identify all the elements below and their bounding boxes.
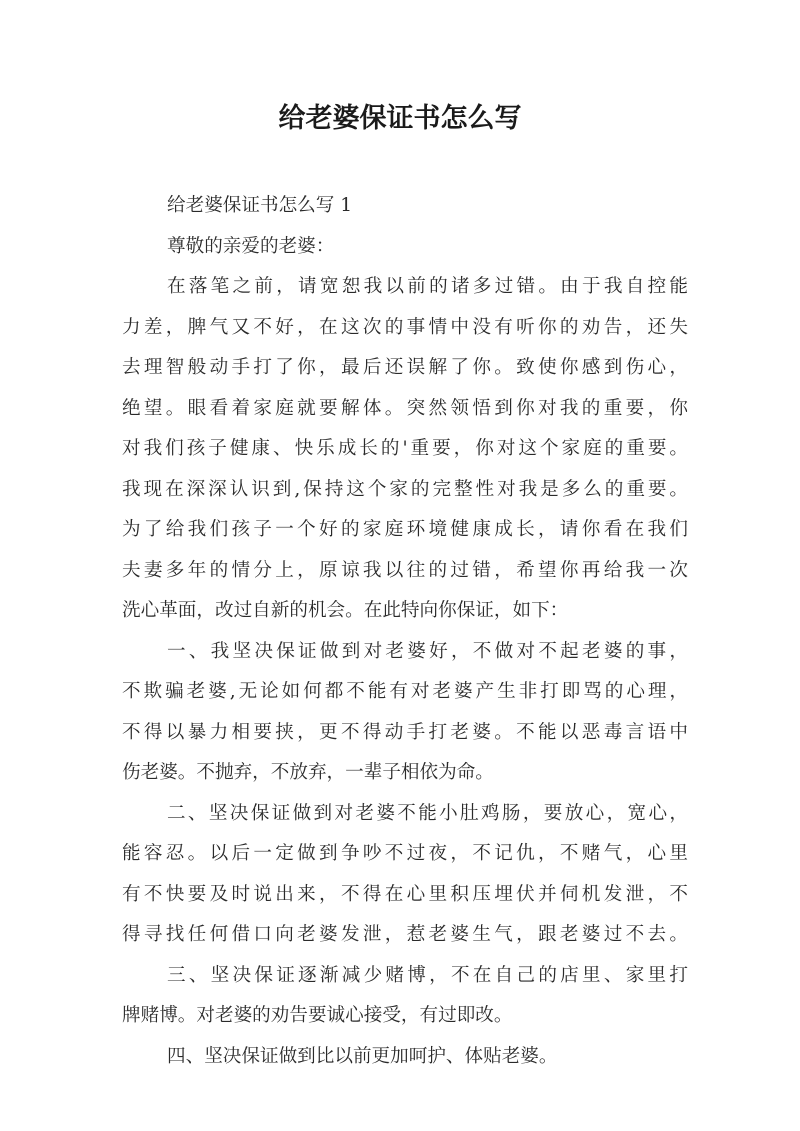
paragraph-line: 为了给我们孩子一个好的家庭环境健康成长，请你看在我们: [122, 519, 688, 540]
paragraph-line: 力差，脾气又不好，在这次的事情中没有听你的劝告，还失: [122, 316, 688, 338]
salutation: 尊敬的亲爱的老婆：: [167, 235, 335, 257]
pledge-item-3-line: 牌赌博。对老婆的劝告要诚心接受，有过即改。: [122, 1005, 513, 1026]
document-title: 给老婆保证书怎么写: [278, 103, 522, 134]
pledge-item-2-line: 二、坚决保证做到对老婆不能小肚鸡肠，要放心，宽心，: [167, 802, 688, 824]
paragraph-line: 对我们孩子健康、快乐成长的'重要，你对这个家庭的重要。: [122, 438, 688, 459]
pledge-item-1-line: 不得以暴力相要挟，更不得动手打老婆。不能以恶毒言语中: [122, 721, 688, 743]
pledge-item-4-line: 四、坚决保证做到比以前更加呵护、体贴老婆。: [167, 1045, 558, 1067]
pledge-item-2-line: 得寻找任何借口向老婆发泄，惹老婆生气，跟老婆过不去。: [122, 924, 688, 945]
paragraph-line: 去理智般动手打了你，最后还误解了你。致使你感到伤心，: [122, 357, 688, 378]
pledge-item-1-line: 不欺骗老婆,无论如何都不能有对老婆产生非打即骂的心理，: [122, 681, 688, 702]
pledge-item-2-line: 有不快要及时说出来，不得在心里积压埋伏并伺机发泄，不: [122, 883, 688, 905]
paragraph-line: 在落笔之前，请宽恕我以前的诸多过错。由于我自控能: [167, 276, 688, 297]
section-heading: 给老婆保证书怎么写 1: [167, 195, 353, 216]
pledge-item-1-line: 伤老婆。不抛弃，不放弃，一辈子相依为命。: [122, 762, 494, 783]
paragraph-line: 洗心革面，改过自新的机会。在此特向你保证，如下：: [122, 600, 569, 621]
pledge-item-3-line: 三、坚决保证逐渐减少赌博，不在自己的店里、家里打: [167, 964, 688, 986]
paragraph-line: 我现在深深认识到,保持这个家的完整性对我是多么的重要。: [122, 478, 688, 500]
paragraph-line: 绝望。眼看着家庭就要解体。突然领悟到你对我的重要，你: [122, 397, 688, 419]
document-body: [122, 186, 688, 1077]
pledge-item-2-line: 能容忍。以后一定做到争吵不过夜，不记仇，不赌气，心里: [122, 843, 688, 864]
pledge-item-1-line: 一、我坚决保证做到对老婆好，不做对不起老婆的事，: [167, 640, 688, 662]
paragraph-line: 夫妻多年的情分上，原谅我以往的过错，希望你再给我一次: [122, 559, 688, 581]
